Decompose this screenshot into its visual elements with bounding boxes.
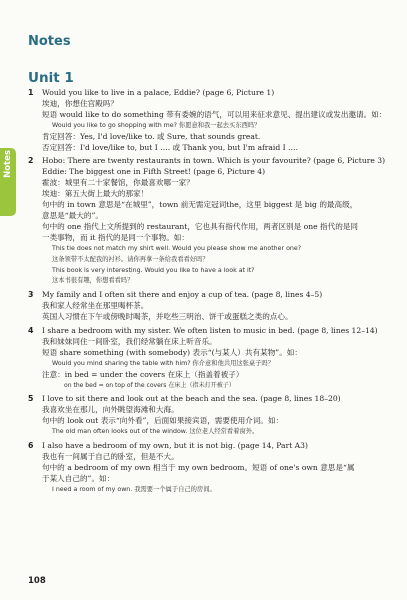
- note-text-line: Would you like to live in a palace, Eddie? (page 6, Picture 1): [42, 88, 275, 97]
- note-text-line: 英国人习惯在下午或傍晚时喝茶，并吃些三明治、饼干或蛋糕之类的点心。: [42, 312, 293, 322]
- note-item-1: [28, 88, 392, 153]
- note-text-line: 肯定回答：Yes, I'd love/like to. 或 Sure, that sounds great.: [42, 131, 261, 141]
- example-line: on the bed = on top of the covers 在床上（指未打开被子）: [64, 381, 235, 389]
- note-text-line: 短语 would like to do something 带有委婉的语气，可以用来征求意见、提出建议或发出邀请。如：: [42, 109, 387, 119]
- note-text-line: 我和家人经常坐在那里喝杯茶。: [42, 301, 149, 311]
- note-text-line: 我也有一间属于自己的卧室，但是不大。: [42, 452, 179, 461]
- note-item-2: [28, 156, 392, 287]
- note-item-5: [28, 394, 392, 438]
- note-item-4: [28, 326, 392, 391]
- side-tab-label: Notes: [3, 150, 13, 178]
- note-text-line: 我和妹妹同住一间卧室，我们经常躺在床上听音乐。: [42, 336, 217, 346]
- note-number: 4: [28, 326, 34, 336]
- note-text-line: I share a bedroom with my sister. We often listen to music in bed. (page 8, lines 12–14): [42, 326, 378, 336]
- note-text-line: 句中的 one 指代上文所提到的 restaurant，它也具有指代作用，两者区别是 one 指代的是同: [42, 221, 358, 231]
- notes-heading: Notes: [28, 34, 71, 49]
- note-text-line: 句中的 in town 意思是“在城里”，town 前无需定冠词the，这里 biggest 是 big 的最高级，: [42, 200, 358, 210]
- notes-list: [28, 88, 392, 499]
- example-line: 这本书很有趣，你想看看吗？: [52, 277, 134, 285]
- example-line: This book is very interesting. Would you like to have a look at it?: [52, 266, 255, 274]
- example-line: Would you like to go shopping with me? 你愿意和我一起去买东西吗？: [52, 121, 261, 129]
- note-text-line: 意思是“最大的”。: [42, 210, 103, 220]
- note-text-line: 我喜欢坐在那儿，向外眺望海滩和大海。: [42, 405, 179, 415]
- note-text-line: I love to sit there and look out at the beach and the sea. (page 8, lines 18–20): [42, 394, 341, 404]
- note-item-3: [28, 290, 392, 323]
- note-number: 2: [28, 156, 34, 166]
- note-number: 1: [28, 88, 34, 97]
- note-text-line: 于某人自己的”。如：: [42, 473, 115, 483]
- example-line: I need a room of my own. 我需要一个属于自己的房间。: [52, 485, 216, 493]
- note-text-line: Eddie: The biggest one in Fifth Street! (page 6, Picture 4): [42, 167, 266, 177]
- note-text-line: 句中的 a bedroom of my own 相当于 my own bedroom。短语 of one's own 意思是“属: [42, 462, 355, 472]
- note-text-line: 埃迪，你想住宫殿吗？: [42, 98, 118, 108]
- note-text-line: 注意：in bed = under the covers 在床上（指盖着被子）: [42, 369, 244, 379]
- note-text-line: My family and I often sit there and enjoy a cup of tea. (page 8, lines 4–5): [42, 290, 323, 300]
- notes-side-tab: [0, 148, 16, 216]
- note-text-line: 一类事物，而 it 指代的是同一个事物。如：: [42, 232, 189, 242]
- page-number: 108: [28, 576, 46, 586]
- example-line: The old man often looks out of the window. 这位老人经常看着窗外。: [52, 428, 259, 436]
- note-text-line: 埃迪：第五大街上最大的那家！: [42, 189, 149, 199]
- note-text-line: I also have a bedroom of my own, but it is not big. (page 14, Part A3): [42, 441, 308, 451]
- example-line: 这条领带不太配我的衬衫。请你再拿一条给我看看好吗？: [52, 255, 209, 263]
- example-line: This tie does not match my shirt well. Would you please show me another one?: [52, 244, 302, 252]
- note-number: 5: [28, 394, 34, 404]
- note-text-line: 霍波：城里有二十家餐馆，你最喜欢哪一家？: [42, 178, 194, 188]
- note-text-line: Hobo: There are twenty restaurants in town. Which is your favourite? (page 6, Picture 3): [42, 156, 386, 166]
- note-text-line: 短语 share something (with somebody) 表示“(与某人）共有某物”。如：: [42, 347, 302, 357]
- note-text-line: 句中的 look out 表示“向外看”，后面如果接宾语，需要使用介词。如：: [42, 416, 284, 426]
- note-number: 6: [28, 441, 34, 451]
- note-item-6: [28, 441, 392, 496]
- example-line: Would you mind sharing the table with him? 你介意和他共用这张桌子吗？: [52, 359, 274, 367]
- note-text-line: 否定回答：I'd love/like to, but I …. 或 Thank you, but I'm afraid I ….: [42, 142, 299, 152]
- unit-heading: Unit 1: [28, 70, 74, 86]
- note-number: 3: [28, 290, 34, 300]
